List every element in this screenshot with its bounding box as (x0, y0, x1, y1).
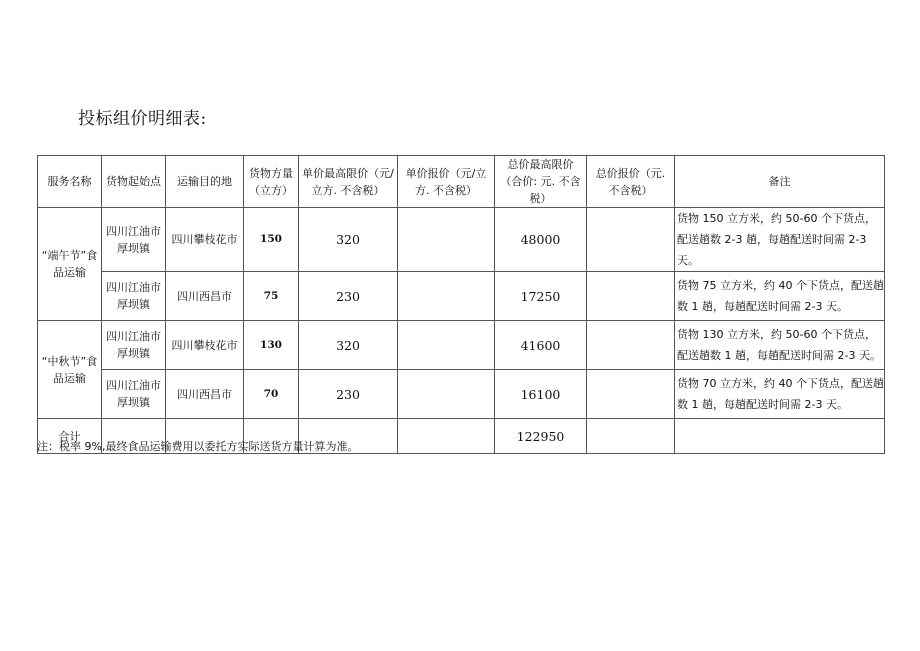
total-quote-cell[interactable] (587, 272, 675, 321)
col-header: 单价最高限价（元/立方. 不含税） (299, 156, 398, 208)
page-title: 投标组价明细表: (78, 109, 207, 129)
total-quote-cell[interactable] (587, 321, 675, 370)
total-label: 合计 (38, 419, 102, 454)
table-row (38, 208, 885, 272)
col-header: 货物方量（立方） (244, 156, 299, 208)
unit-quote-cell[interactable] (398, 321, 495, 370)
empty-cell (675, 419, 885, 454)
dest-cell: 四川西昌市 (166, 370, 244, 419)
empty-cell (398, 419, 495, 454)
col-header: 单价报价（元/立方. 不含税） (398, 156, 495, 208)
unit-quote-cell[interactable] (398, 272, 495, 321)
total-max-cell: 17250 (495, 272, 587, 321)
unit-max-cell: 230 (299, 370, 398, 419)
price-table (37, 155, 885, 454)
qty-cell: 70 (244, 370, 299, 419)
origin-cell: 四川江油市厚坝镇 (102, 370, 166, 419)
dest-cell: 四川攀枝花市 (166, 208, 244, 272)
table-row (38, 272, 885, 321)
unit-max-cell: 320 (299, 321, 398, 370)
unit-quote-cell[interactable] (398, 370, 495, 419)
qty-cell: 150 (244, 208, 299, 272)
qty-cell: 130 (244, 321, 299, 370)
col-header: 总价报价（元. 不含税） (587, 156, 675, 208)
total-max-cell: 16100 (495, 370, 587, 419)
total-quote-cell[interactable] (587, 208, 675, 272)
origin-cell: 四川江油市厚坝镇 (102, 272, 166, 321)
qty-cell: 75 (244, 272, 299, 321)
table-row (38, 370, 885, 419)
col-header: 备注 (675, 156, 885, 208)
note-cell: 货物 130 立方米，约 50-60 个下货点，配送趟数 1 趟，每趟配送时间需 2-3 天。 (675, 321, 885, 370)
col-header: 总价最高限价（合价: 元. 不含税） (495, 156, 587, 208)
unit-quote-cell[interactable] (398, 208, 495, 272)
note-cell: 货物 70 立方米，约 40 个下货点，配送趟数 1 趟，每趟配送时间需 2-3 天。 (675, 370, 885, 419)
unit-max-cell: 320 (299, 208, 398, 272)
note-cell: 货物 75 立方米，约 40 个下货点，配送趟数 1 趟，每趟配送时间需 2-3 天。 (675, 272, 885, 321)
col-header: 服务名称 (38, 156, 102, 208)
note-cell: 货物 150 立方米，约 50-60 个下货点，配送趟数 2-3 趟，每趟配送时间需 2-3 天。 (675, 208, 885, 272)
col-header: 运输目的地 (166, 156, 244, 208)
table-row (38, 321, 885, 370)
dest-cell: 四川攀枝花市 (166, 321, 244, 370)
dest-cell: 四川西昌市 (166, 272, 244, 321)
unit-max-cell: 230 (299, 272, 398, 321)
service-name: “端午节”食品运输 (38, 208, 102, 321)
service-name: “中秋节”食品运输 (38, 321, 102, 419)
total-max-cell: 48000 (495, 208, 587, 272)
header-row (38, 156, 885, 208)
total-quote-cell[interactable] (587, 370, 675, 419)
origin-cell: 四川江油市厚坝镇 (102, 321, 166, 370)
total-value: 122950 (495, 419, 587, 454)
total-max-cell: 41600 (495, 321, 587, 370)
origin-cell: 四川江油市厚坝镇 (102, 208, 166, 272)
col-header: 货物起始点 (102, 156, 166, 208)
footnote: 注：税率 9%,最终食品运输费用以委托方实际送货方量计算为准。 (37, 440, 359, 453)
empty-cell[interactable] (587, 419, 675, 454)
